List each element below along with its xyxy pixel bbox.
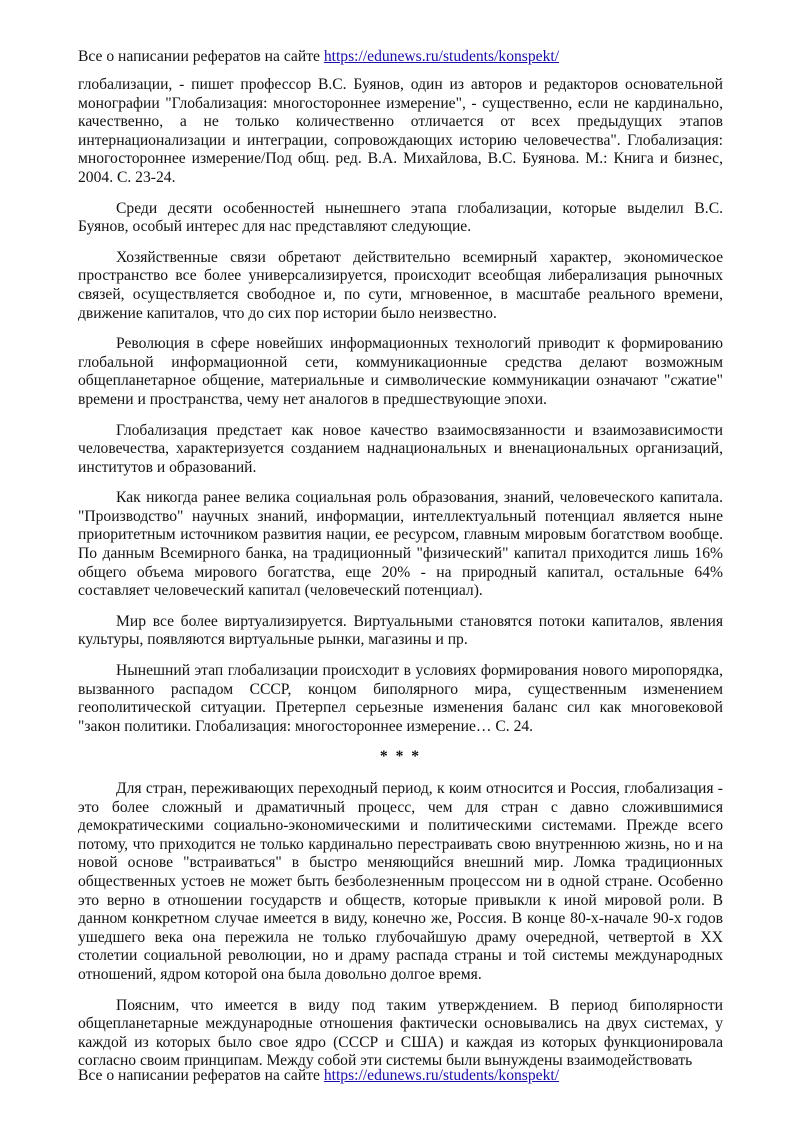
- document-body: [78, 76, 723, 1083]
- paragraph: глобализации, - пишет профессор В.С. Буянов, один из авторов и редакторов основательной монографии "Глобализация: многостороннее измерение", - существенно, если не кардинально, качественно, а не только количественно отличается от всех предыдущих этапов интернационализации и интеграции, сопровождающих историю человечества". Глобализация: многостороннее измерение/Под общ. ред. В.А. Михайлова, В.С. Буянова. М.: Книга и бизнес, 2004. С. 23-24.: [78, 76, 723, 186]
- header-text: Все о написании рефератов на сайте: [78, 48, 324, 65]
- paragraph: Среди десяти особенностей нынешнего этапа глобализации, которые выделил В.С. Буянов, особый интерес для нас представляют следующие.: [78, 199, 723, 236]
- paragraph: Мир все более виртуализируется. Виртуальными становятся потоки капиталов, явления культуры, появляются виртуальные рынки, магазины и пр.: [78, 612, 723, 649]
- paragraph: Хозяйственные связи обретают действительно всемирный характер, экономическое пространство все более универсализируется, происходит всеобщая либерализация рыночных связей, осуществляется свободное и, по сути, мгновенное, в масштабе реального времени, движение капиталов, что до сих пор истории было неизвестно.: [78, 248, 723, 322]
- paragraph: Как никогда ранее велика социальная роль образования, знаний, человеческого капитала. "Производство" научных знаний, информации, интеллектуальный потенциал является ныне приоритетным источником развития нации, ее ресурсом, главным мировым богатством вообще. По данным Всемирного банка, на традиционный "физический" капитал приходится лишь 16% общего объема мирового богатства, еще 20% - на природный капитал, остальные 64% составляет человеческий капитал (человеческий потенциал).: [78, 489, 723, 600]
- section-separator: * * *: [379, 748, 422, 766]
- paragraph: Для стран, переживающих переходный период, к коим относится и Россия, глобализация - это более сложный и драматичный процесс, чем для стран с давно сложившимися демократическими социально-экономическими и политическими системами. Прежде всего потому, что приходится не только кардинально перестраивать свою внутреннюю жизнь, но и на новой основе "встраиваться" в быстро меняющийся внешний мир. Ломка традиционных общественных устоев не может быть безболезненным процессом ни в одной стране. Особенно это верно в отношении государств и обществ, которые привыкли к иной мировой роли. В данном конкретном случае имеется в виду, конечно же, Россия. В конце 80-х-начале 90-х годов ушедшего века она пережила не только глубочайшую драму очередной, четвертой в XX столетии социальной революции, но и драму распада страны и той системы международных отношений, ядром которой она была довольно долгое время.: [78, 780, 723, 983]
- paragraph: Нынешний этап глобализации происходит в условиях формирования нового миропорядка, вызванного распадом СССР, концом биполярного мира, существенным изменением геополитической ситуации. Претерпел серьезные изменения баланс сил как многовековой "закон политики. Глобализация: многостороннее измерение… С. 24.: [78, 662, 723, 735]
- footer-link[interactable]: https://edunews.ru/students/konspekt/: [323, 1067, 560, 1084]
- page-header: [78, 48, 559, 66]
- footer-text: Все о написании рефератов на сайте: [78, 1067, 324, 1084]
- paragraph: Поясним, что имеется в виду под таким утверждением. В период биполярности общепланетарные международные отношения фактически основывались на двух системах, у каждой из которых было свое ядро (СССР и США) и каждая из которых функционировала согласно своим принципам. Между собой эти системы были вынуждены взаимодействовать: [78, 996, 723, 1070]
- page-footer: [78, 1067, 559, 1085]
- header-link[interactable]: https://edunews.ru/students/konspekt/: [323, 48, 560, 65]
- paragraph: Глобализация предстает как новое качество взаимосвязанности и взаимозависимости человечества, характеризуется созданием наднациональных и вненациональных организаций, институтов и образований.: [78, 421, 723, 476]
- paragraph: Революция в сфере новейших информационных технологий приводит к формированию глобальной информационной сети, коммуникационные средства делают возможным общепланетарное общение, материальные и символические коммуникации означают "сжатие" времени и пространства, чему нет аналогов в предшествующие эпохи.: [78, 335, 723, 408]
